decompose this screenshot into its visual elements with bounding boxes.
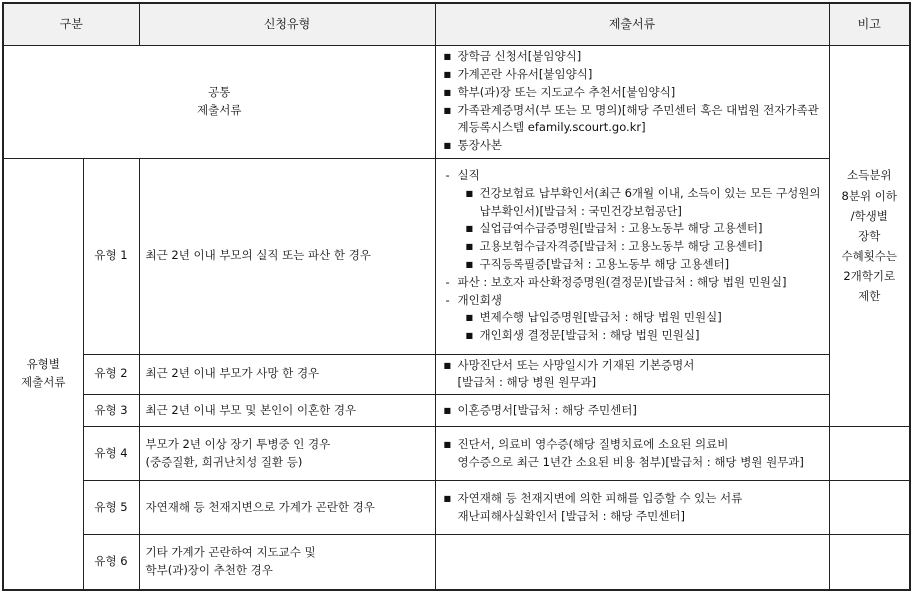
common-doc-item: ■ 가족관계증명서(부 또는 모 명의)[해당 주민센터 혹은 대법원 전자가족관계등록시스템 efamily.scourt.go.kr] [444, 102, 821, 138]
type-2-doc [444, 357, 821, 393]
by-type-label-line2: 제출서류 [21, 374, 66, 389]
remarks-line: 소득분위 [847, 168, 892, 183]
common-doc-item: ■ 장학금 신청서[붙임양식] [444, 48, 821, 66]
unemployment-doc: ■ 구직등록필증[발급처 : 고용노동부 해당 고용센터] [466, 256, 823, 274]
type-6-name: 유형 6 [83, 535, 139, 590]
type-5-docs [435, 481, 829, 535]
type-3-row [3, 395, 910, 427]
by-type-label [3, 158, 83, 590]
rehab-doc: ■ 개인회생 결정문[발급처 : 해당 법원 민원실] [466, 327, 823, 345]
type-6-desc [139, 535, 435, 590]
unemployment-doc: ■ 고용보험수급자격증[발급처 : 고용노동부 해당 고용센터] [466, 238, 823, 256]
type-4-row [3, 427, 910, 481]
type-2-desc: 최근 2년 이내 부모가 사망 한 경우 [139, 354, 435, 395]
type-4-docs-list [436, 434, 829, 474]
common-docs-cell [435, 45, 829, 158]
remarks-line: /학생별 [850, 208, 888, 223]
common-docs-list [436, 46, 829, 157]
common-doc-item: ■ 가계곤란 사유서[붙임양식] [444, 66, 821, 84]
type-4-desc-line1: 부모가 2년 이상 장기 투병중 인 경우 [145, 436, 331, 451]
type-5-desc: 자연재해 등 천재지변으로 가계가 곤란한 경우 [139, 481, 435, 535]
common-row [3, 45, 910, 158]
unemployment-doc: ■ 실업급여수급증명원[발급처 : 고용노동부 해당 고용센터] [466, 220, 823, 238]
type-4-desc-line2: (중증질환, 희귀난치성 질환 등) [145, 454, 303, 469]
by-type-label-line1: 유형별 [26, 356, 60, 371]
type-2-doc-line1: ■ 사망진단서 또는 사망일시가 기재된 기본증명서 [457, 357, 695, 372]
type-3-desc: 최근 2년 이내 부모 및 본인이 이혼한 경우 [139, 395, 435, 427]
header-documents: 제출서류 [435, 3, 829, 45]
type-1-name: 유형 1 [83, 158, 139, 354]
type-5-docs-list [436, 488, 829, 528]
type-1-desc: 최근 2년 이내 부모의 실직 또는 파산 한 경우 [139, 158, 435, 354]
type-6-docs [435, 535, 829, 590]
type-2-docs [435, 354, 829, 395]
remarks-line: 8분위 이하 [841, 188, 897, 203]
remarks-line: 장학 [858, 228, 881, 243]
rehab-doc: ■ 변제수행 납입증명원[발급처 : 해당 법원 민원실] [466, 309, 823, 327]
type-4-docs [435, 427, 829, 481]
type-5-name: 유형 5 [83, 481, 139, 535]
header-application-type: 신청유형 [139, 3, 435, 45]
remarks-empty-cell [829, 535, 910, 590]
type-4-name: 유형 4 [83, 427, 139, 481]
remarks-cell [829, 45, 910, 427]
common-doc-item: ■ 통장사본 [444, 137, 821, 155]
type-2-doc-line2: [발급처 : 해당 병원 원무과] [457, 375, 597, 390]
type-5-row [3, 481, 910, 535]
type-2-name: 유형 2 [83, 354, 139, 395]
type-4-doc-line1: ■ 진단서, 의료비 영수증(해당 질병치료에 소요된 의료비 [457, 436, 729, 451]
bankruptcy-line: - 파산 : 보호자 파산확정증명원(결정문)[발급처 : 해당 법원 민원실] [444, 274, 823, 292]
type-1-row [3, 158, 910, 354]
common-label [3, 45, 435, 158]
type-5-doc [444, 490, 821, 526]
remarks-line: 제한 [858, 289, 881, 304]
type-4-desc [139, 427, 435, 481]
type-5-doc-line2: 재난피해사실확인서 [발급처 : 해당 주민센터] [457, 508, 685, 523]
type-2-docs-list [436, 355, 829, 395]
common-label-line1: 공통 [208, 84, 231, 99]
type-4-doc [444, 436, 821, 472]
common-label-line2: 제출서류 [197, 102, 242, 117]
type-6-desc-line1: 기타 가계가 곤란하여 지도교수 및 [145, 545, 316, 560]
type-1-docs [435, 158, 829, 354]
remarks-line: 2개학기로 [843, 269, 896, 283]
remarks-empty-cell [829, 481, 910, 535]
unemployment-heading: - 실직 [444, 167, 823, 185]
header-division: 구분 [3, 3, 139, 45]
type-2-row [3, 354, 910, 395]
type-5-doc-line1: ■ 자연재해 등 천재지변에 의한 피해를 입증할 수 있는 서류 [457, 490, 743, 505]
common-doc-item: ■ 학부(과)장 또는 지도교수 추천서[붙임양식] [444, 84, 821, 102]
type-3-doc: ■ 이혼증명서[발급처 : 해당 주민센터] [444, 402, 821, 420]
rehab-heading: - 개인회생 [444, 292, 823, 310]
unemployment-doc: ■ 건강보험료 납부확인서(최근 6개월 이내, 소득이 있는 모든 구성원의 납부확인서)[발급처 : 국민건강보험공단] [466, 185, 823, 221]
type-3-docs [435, 395, 829, 427]
type-6-desc-line2: 학부(과)장이 추천한 경우 [145, 562, 273, 577]
type-3-name: 유형 3 [83, 395, 139, 427]
header-remarks: 비고 [829, 3, 910, 45]
document-table [2, 2, 911, 591]
unemployment-docs [444, 185, 823, 274]
remarks-line: 수혜횟수는 [841, 248, 898, 263]
rehab-docs [444, 309, 823, 345]
type-6-row [3, 535, 910, 590]
type-4-doc-line2: 영수증으로 최근 1년간 소요된 비용 첨부)[발급처 : 해당 병원 원무과] [457, 454, 804, 469]
type-3-docs-list [436, 400, 829, 422]
header-row [3, 3, 910, 45]
